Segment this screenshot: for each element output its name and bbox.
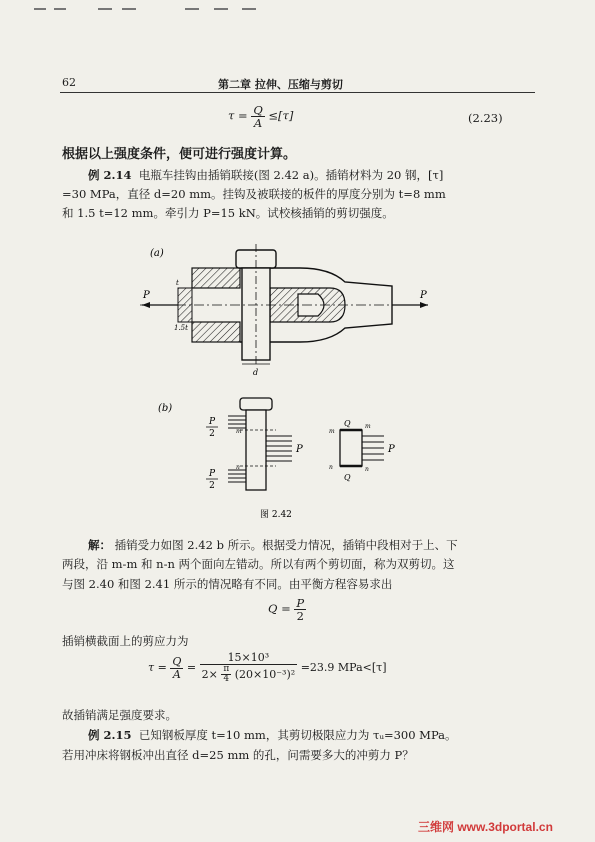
eq-tau-den-pre: 2× [201, 667, 218, 681]
eq-tau-frac2 [200, 652, 298, 684]
label-m: m [236, 428, 242, 435]
equation-tau [148, 652, 387, 684]
shear-force-bottom: Q [344, 473, 351, 482]
example-text: 已知钢板厚度 t=10 mm，其剪切极限应力为 τᵤ=300 MPa。 [138, 728, 457, 742]
clevis-upper-plate [192, 268, 240, 288]
label-m-right: m [365, 423, 371, 430]
eq-lhs: τ = [228, 108, 248, 123]
pin-free-body [206, 398, 303, 491]
watermark: 三维网 www.3dportal.cn [418, 820, 553, 834]
label-m-left: m [329, 428, 335, 435]
label-n-right: n [365, 466, 369, 473]
eq-rhs: ≤[τ] [268, 108, 294, 123]
eq-q-num: P [296, 596, 305, 610]
eq-tau-result: =23.9 MPa<[τ] [300, 661, 387, 675]
clevis-lower-plate [192, 322, 240, 342]
load-arrows-lower [228, 470, 246, 482]
dim-label-1-5t: 1.5t [174, 324, 188, 332]
figure-label-a: (a) [150, 248, 164, 259]
eq-tau-f1-num: Q [172, 655, 182, 669]
example-2-14-line-3: 和 1.5 t=12 mm。牵引力 P=15 kN。试校核插销的剪切强度。 [62, 206, 394, 220]
dim-label-d: d [253, 368, 259, 377]
solution-line-3: 与图 2.40 和图 2.41 所示的情况略有不同。由平衡方程容易求出 [62, 577, 393, 591]
load-lower-num: P [208, 469, 216, 479]
label-n: n [236, 464, 240, 471]
page-number: 62 [62, 76, 76, 89]
solution-text: 插销受力如图 2.42 b 所示。根据受力情况，插销中段相对于上、下 [114, 538, 458, 552]
solution-line-2: 两段，沿 m-m 和 n-n 两个面向左错动。所以有两个剪切面，称为双剪切。这 [62, 557, 455, 571]
equation-number: (2.23) [468, 111, 503, 125]
eq-tau-eq: = [186, 661, 197, 675]
arrowhead-icon [142, 302, 150, 308]
eq-tau-lhs: τ = [148, 661, 167, 675]
intro-sentence: 根据以上强度条件，便可进行强度计算。 [62, 147, 297, 162]
conclusion: 故插销满足强度要求。 [62, 708, 177, 722]
solution-line-1 [88, 537, 458, 553]
label-n-left: n [329, 464, 333, 471]
figure-label-b: (b) [158, 403, 173, 414]
arrowhead-icon [420, 302, 428, 308]
eq-q-den: 2 [296, 609, 304, 624]
eq-tau-pi-den: 4 [223, 673, 230, 684]
example-text: 电瓶车挂钩由插销联接(图 2.42 a)。插销材料为 20 钢，[τ] [138, 168, 444, 182]
segment-load-label: P [388, 444, 395, 455]
example-2-14-line-2: =30 MPa，直径 d=20 mm。挂钩及被联接的板件的厚度分别为 t=8 mm [62, 187, 446, 201]
equation-q [268, 597, 306, 622]
eq-q-lhs: Q = [268, 601, 291, 616]
hitch-assembly [140, 244, 428, 377]
load-upper-num: P [208, 417, 216, 427]
middle-segment-free-body [329, 419, 395, 482]
eq-tau-den-post: (20×10⁻³)² [234, 667, 296, 681]
chapter-title: 第二章 拉伸、压缩与剪切 [218, 78, 343, 91]
eq-tau-f2-den [200, 665, 298, 685]
dim-label-t: t [176, 279, 179, 287]
example-2-15-line-1 [88, 727, 457, 743]
shear-stress-intro: 插销横截面上的剪应力为 [62, 634, 189, 648]
load-middle-label: P [296, 444, 303, 455]
load-upper-den: 2 [209, 429, 215, 439]
figure-caption: 图 2.42 [260, 510, 292, 520]
eq-tau-f1-den: A [172, 667, 181, 681]
force-label-left: P [143, 290, 150, 301]
segment-load-arrows [362, 436, 384, 460]
eq-tau-frac1 [170, 656, 183, 680]
load-arrows-upper [228, 416, 246, 428]
example-label: 例 2.15 [88, 728, 132, 742]
load-lower-den: 2 [209, 481, 215, 491]
eq-tau-f2-num: 15×10³ [200, 652, 298, 665]
shear-force-top: Q [344, 419, 351, 428]
example-2-15-line-2: 若用冲床将钢板冲出直径 d=25 mm 的孔，问需要多大的冲剪力 P？ [62, 748, 414, 762]
eq-numerator: Q [253, 103, 263, 117]
force-label-right: P [420, 290, 427, 301]
eq-denominator: A [253, 116, 263, 131]
fb-pin-head [240, 398, 272, 410]
eq-tau-pi-num: π [223, 663, 230, 674]
solution-label: 解： [88, 538, 111, 552]
eq-tau-pi-frac [221, 665, 231, 685]
middle-segment [340, 430, 362, 466]
example-label: 例 2.14 [88, 168, 132, 182]
load-arrows-middle [266, 436, 292, 461]
eq-q-fraction [294, 597, 306, 622]
fb-pin-shank [246, 410, 266, 490]
